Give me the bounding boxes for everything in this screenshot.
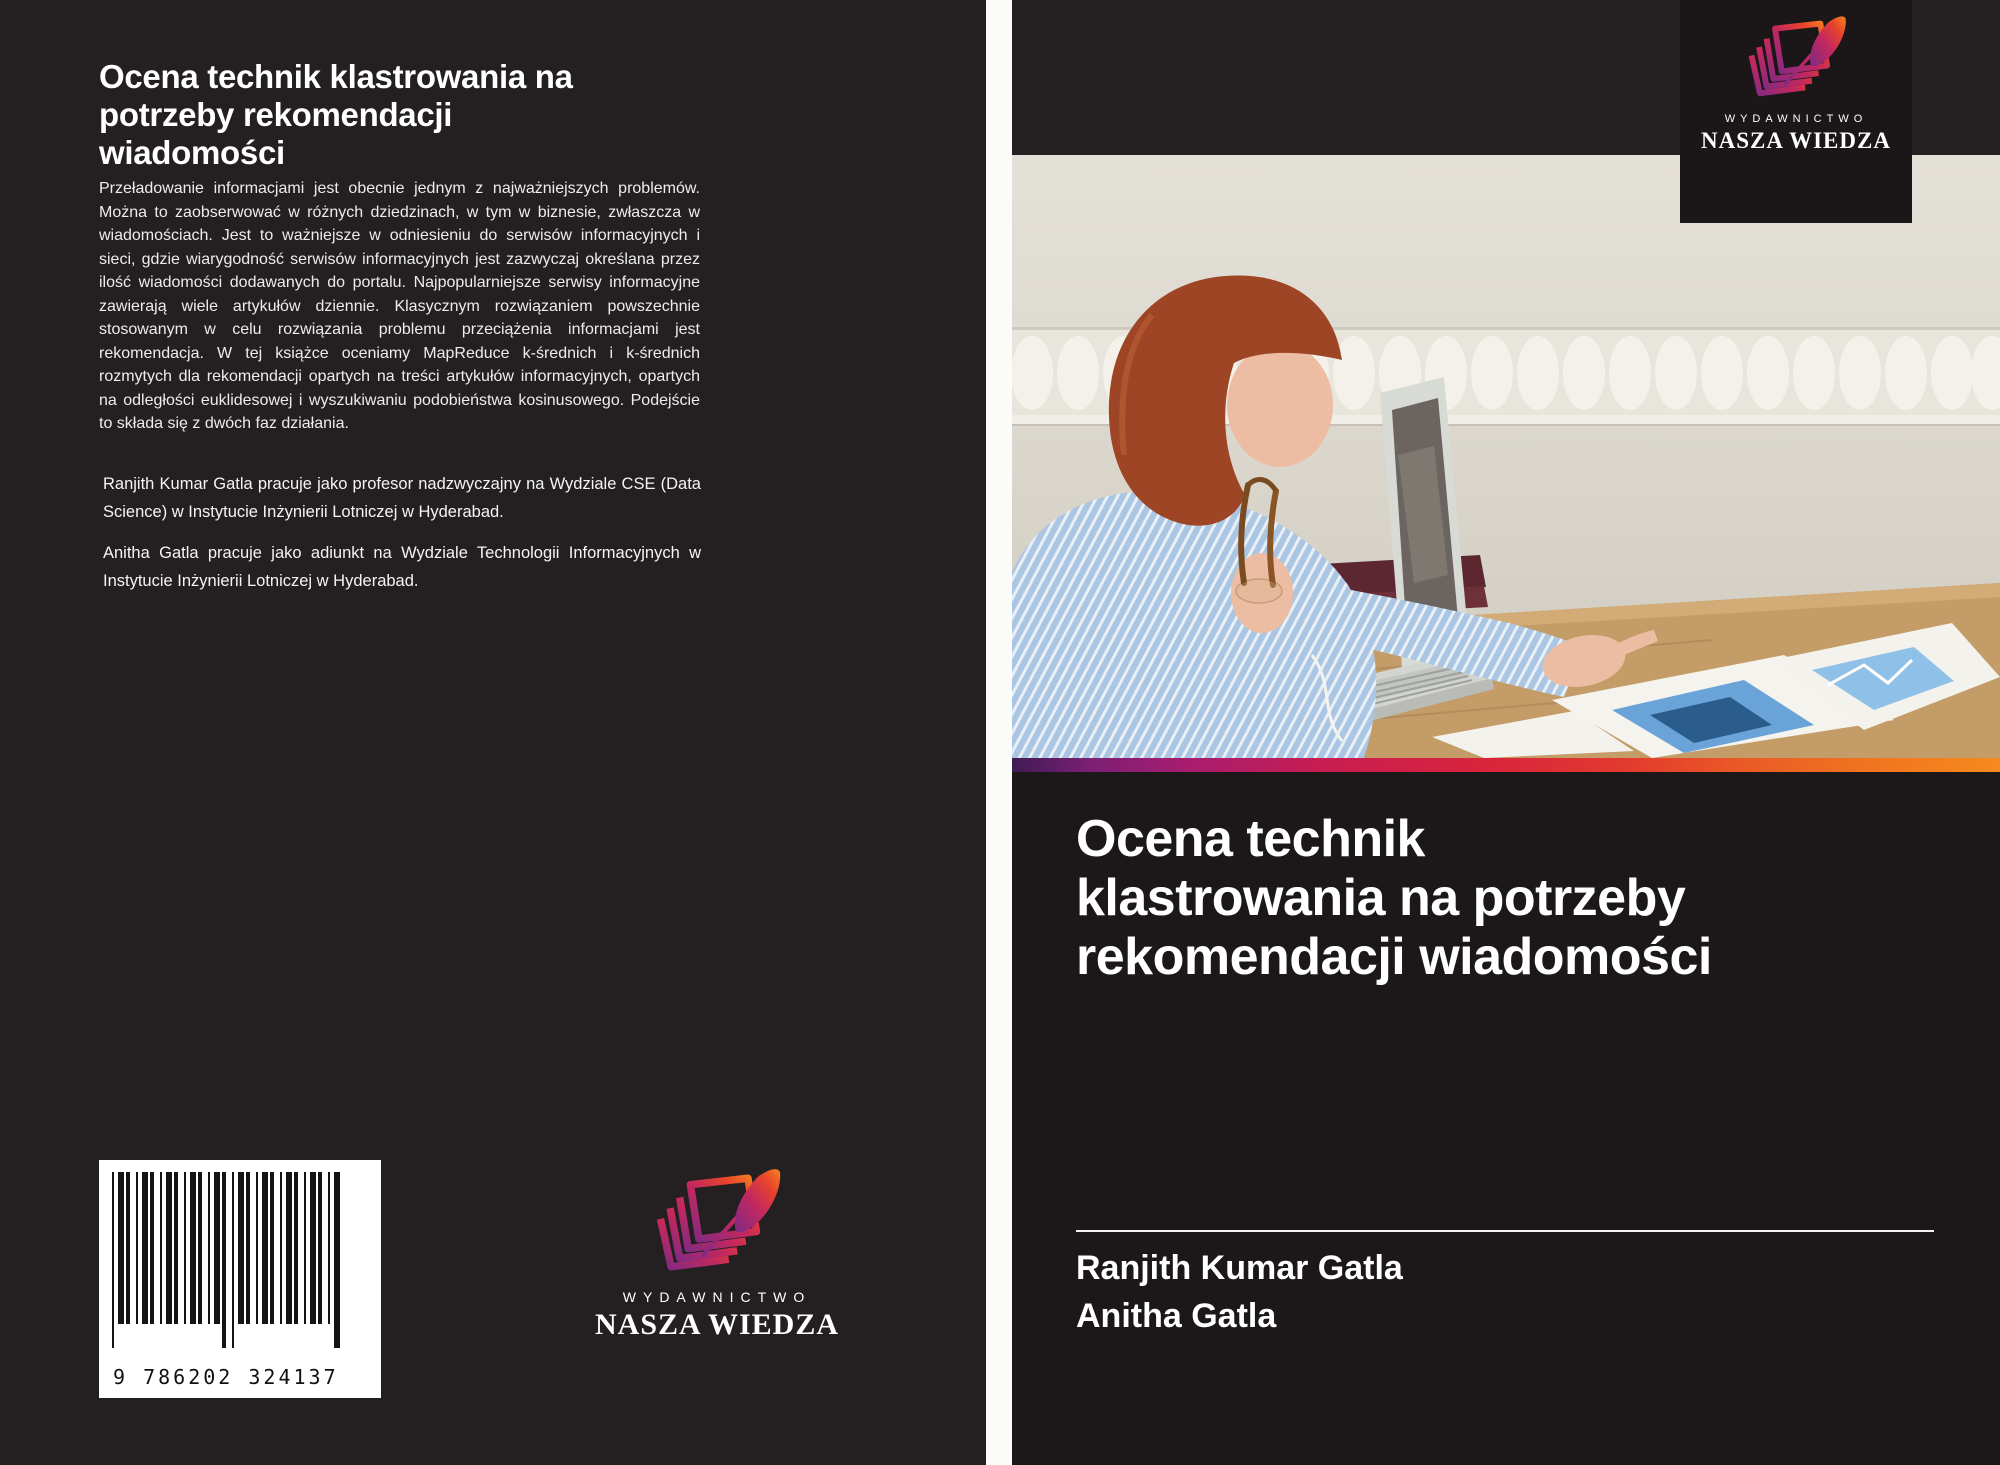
front-bottom-panel [1012,772,2000,1465]
front-cover-title [1076,810,1956,987]
publisher-logo-front [1680,0,1912,223]
back-title-line-2: potrzeby rekomendacji [99,96,453,133]
spine [986,0,1012,1465]
author-name-1: Ranjith Kumar Gatla [1076,1249,1403,1287]
author-bios [103,470,701,608]
publisher-name-bottom: NASZA WIEDZA [594,1308,840,1341]
isbn-barcode [99,1160,381,1398]
publisher-pages-feather-icon [637,1162,797,1287]
back-cover-title [99,58,739,172]
publisher-name-bottom: NASZA WIEDZA [1701,128,1891,153]
front-title-line-3: rekomendacji wiadomości [1076,928,1712,986]
author-bio-ranjith: Ranjith Kumar Gatla pracuje jako profesor nadzwyczajny na Wydziale CSE (Data Science) w Instytucie Inżynierii Lotniczej w Hyderabad. [103,475,701,521]
front-cover-authors [1076,1244,1403,1340]
barcode-bars [99,1160,381,1356]
barcode-number: 9 786202 324137 [113,1365,339,1389]
author-name-2: Anitha Gatla [1076,1297,1277,1335]
publisher-logo-back [592,1162,842,1342]
back-cover-description: Przeładowanie informacjami jest obecnie jednym z najważniejszych problemów. Można to zaobserwować w różnych dziedzinach, w tym w biznesie, zwłaszcza w wiadomościach. Jest to ważniejsze w odniesieniu do serwisów informacyjnych i sieci, gdzie wiarygodność serwisów informacyjnych jest zazwyczaj określana przez ilość wiadomości dodawanych do portalu. Najpopularniejsze serwisy informacyjne zawierają wiele artykułów dziennie. Klasycznym rozwiązaniem powszechnie stosowanym w celu rozwiązania problemu przeciążenia informacjami jest rekomendacja. W tej książce oceniamy MapReduce k-średnich i k-średnich rozmytych dla rekomendacji opartych na treści artykułów informacyjnych, opartych na odległości euklidesowej i wyszukiwaniu podobieństwa kosinusowego. Podejście to składa się z dwóch faz działania. [99,180,700,432]
publisher-pages-feather-icon [1733,10,1859,111]
cover-photo-illustration [1012,155,2000,758]
accent-gradient-bar [1012,758,2000,772]
publisher-name-top: WYDAWNICTWO [1724,113,1868,125]
back-title-line-3: wiadomości [99,134,285,171]
back-title-line-1: Ocena technik klastrowania na [99,58,573,95]
back-cover [0,0,986,1465]
cover-photo [1012,155,2000,758]
author-divider-rule [1076,1230,1934,1232]
author-bio-anitha: Anitha Gatla pracuje jako adiunkt na Wydziale Technologii Informacyjnych w Instytucie Inżynierii Lotniczej w Hyderabad. [103,544,701,590]
front-cover [1012,0,2000,1465]
front-title-line-2: klastrowania na potrzeby [1076,869,1686,927]
publisher-name-top: WYDAWNICTWO [622,1289,812,1305]
front-title-line-1: Ocena technik [1076,810,1425,868]
